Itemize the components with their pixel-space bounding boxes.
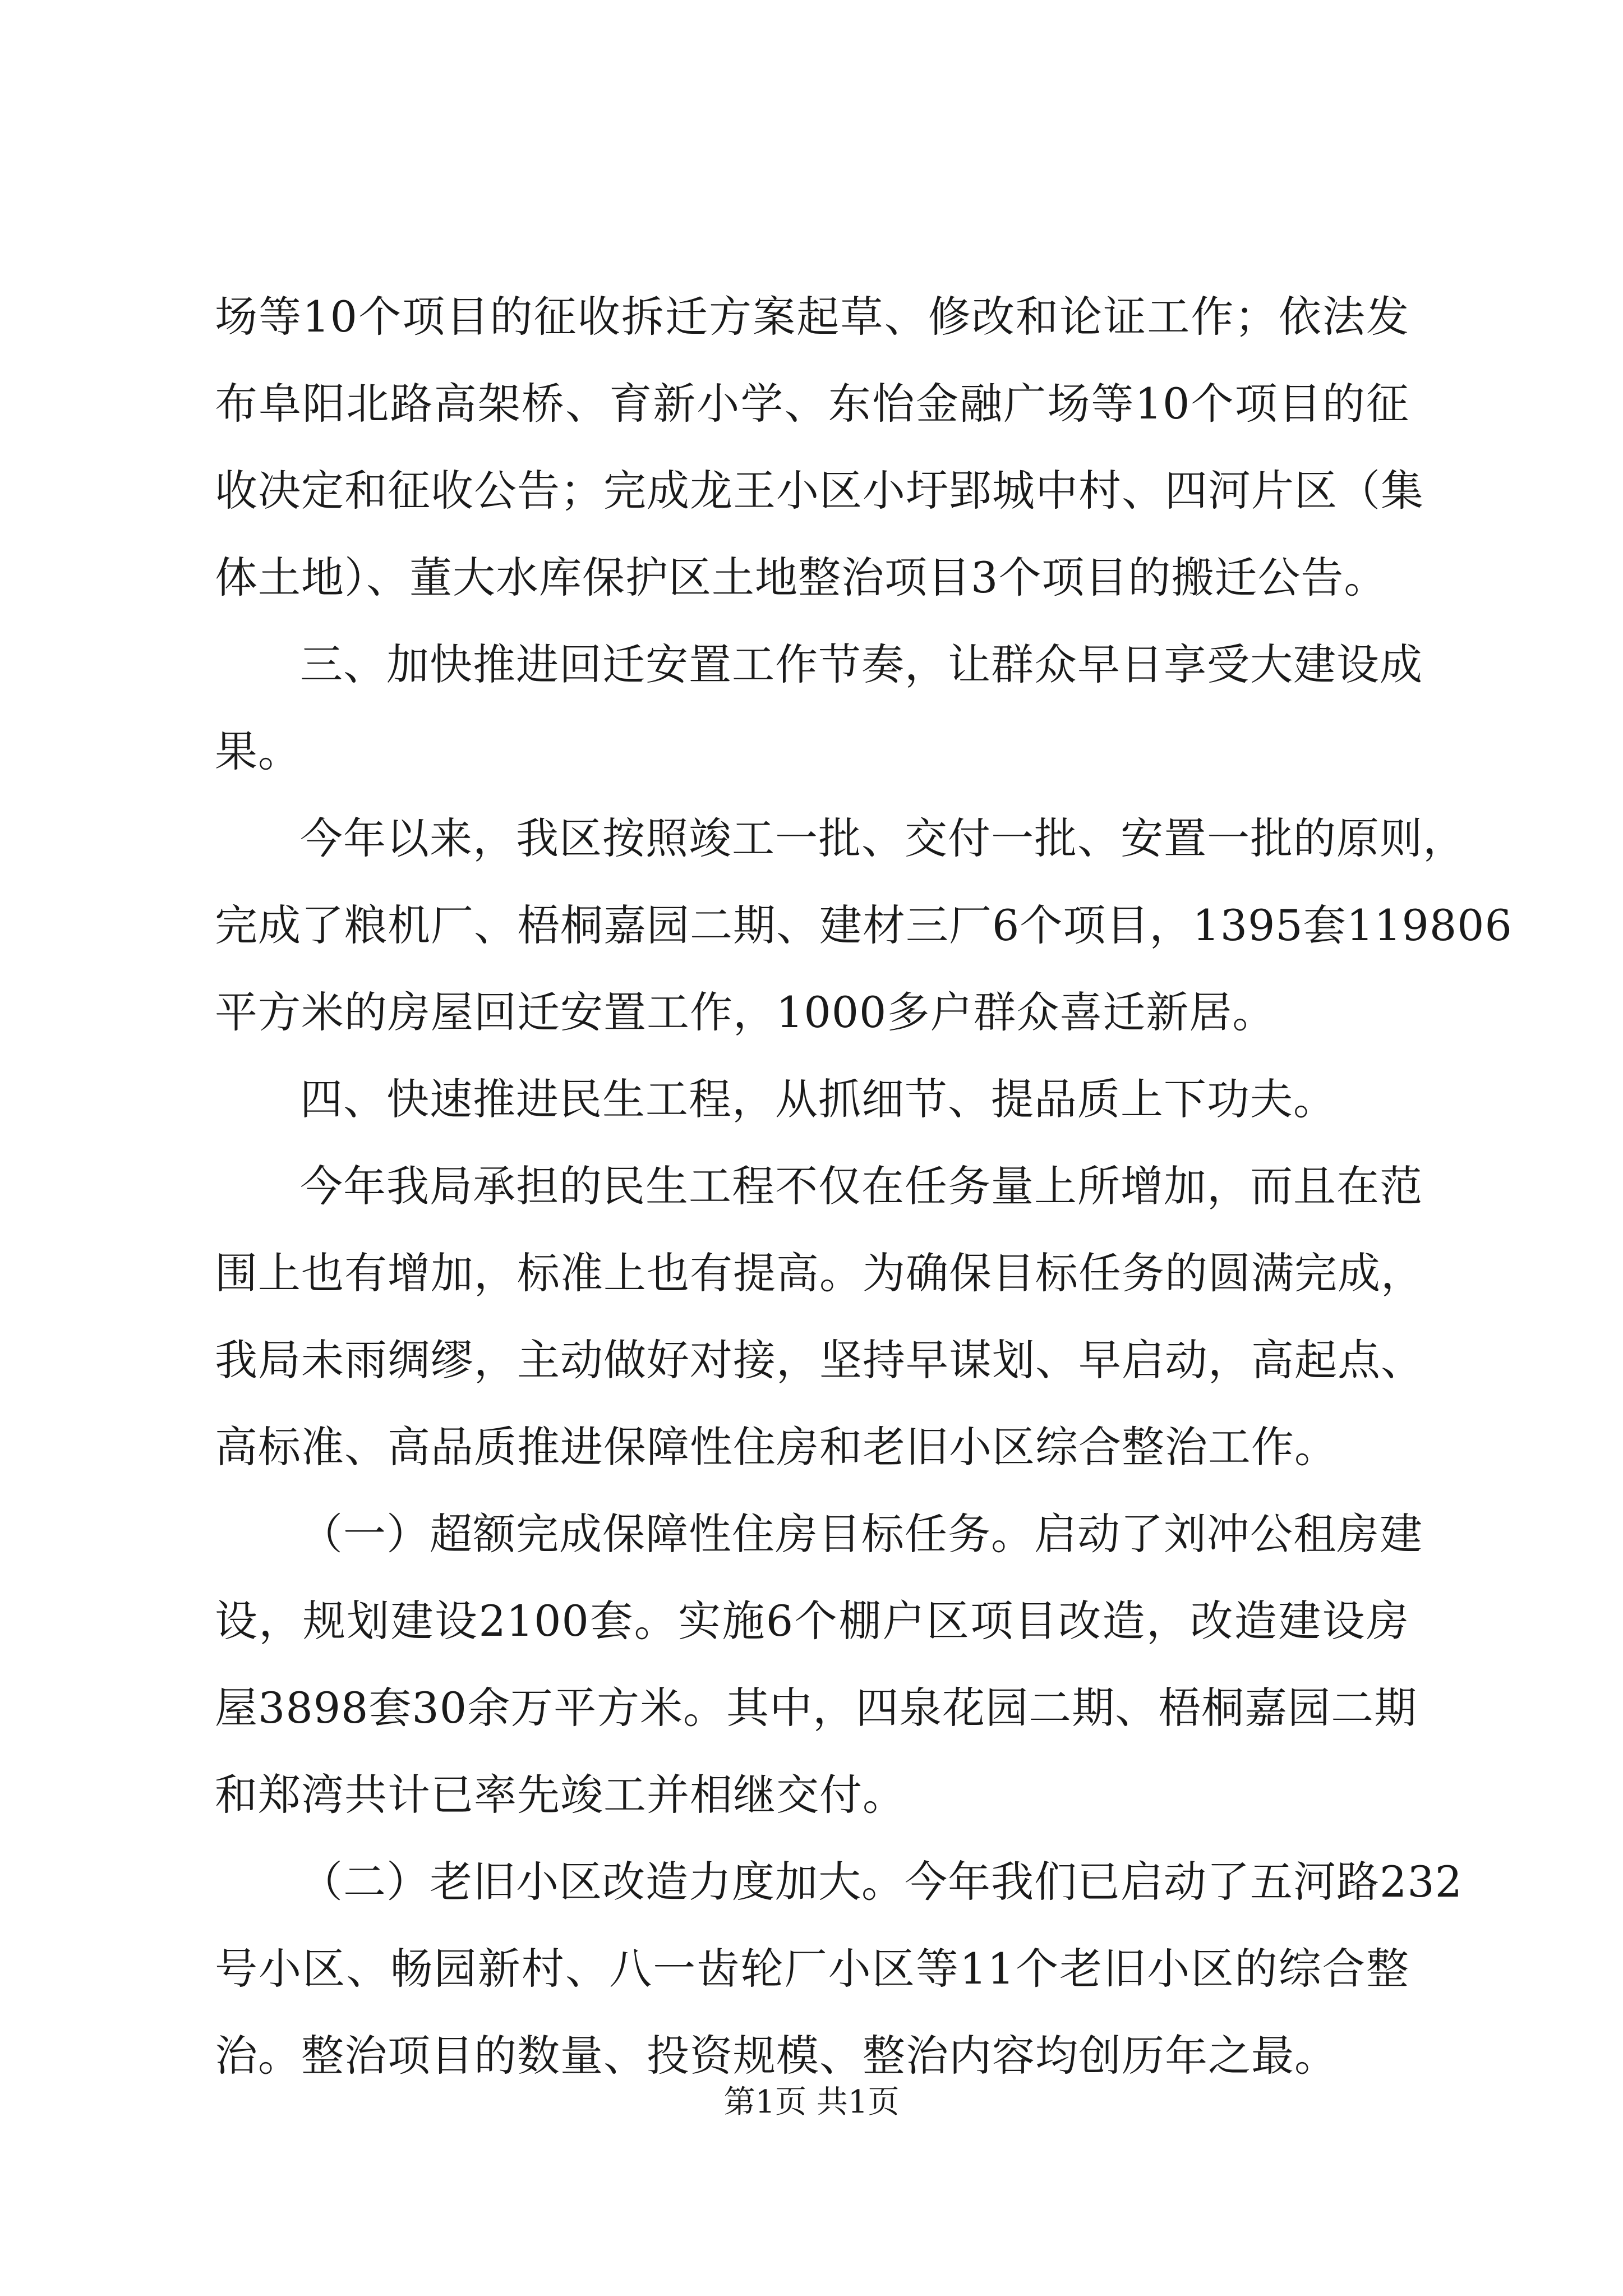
text-line: 我局未雨绸缪，主动做好对接，坚持早谋划、早启动，高起点、 [215, 1335, 1424, 1385]
section-heading-4: 四、快速推进民生工程，从抓细节、提品质上下功夫。 [300, 1074, 1336, 1124]
text-line: 收决定和征收公告；完成龙王小区小圩郢城中村、四河片区（集 [215, 466, 1424, 516]
text-line: 设，规划建设2100套。实施6个棚户区项目改造，改造建设房 [215, 1596, 1409, 1646]
text-line: 布阜阳北路高架桥、育新小学、东怡金融广场等10个项目的征 [215, 379, 1409, 429]
text-line: 平方米的房屋回迁安置工作，1000多户群众喜迁新居。 [215, 987, 1276, 1037]
text-line: 体土地）、董大水库保护区土地整治项目3个项目的搬迁公告。 [215, 553, 1387, 602]
section-heading-3: 三、加快推进回迁安置工作节奏，让群众早日享受大建设成 [300, 639, 1423, 689]
subsection-1: （一）超额完成保障性住房目标任务。启动了刘冲公租房建 [300, 1509, 1423, 1559]
text-line: 场等10个项目的征收拆迁方案起草、修改和论证工作；依法发 [215, 292, 1409, 342]
text-line: 果。 [215, 726, 301, 776]
text-line: 完成了粮机厂、梧桐嘉园二期、建材三厂6个项目，1395套119806 [215, 900, 1513, 950]
page-number-footer: 第1页 共1页 [723, 2084, 900, 2120]
text-line: 屋3898套30余万平方米。其中，四泉花园二期、梧桐嘉园二期 [215, 1683, 1418, 1733]
text-line: 高标准、高品质推进保障性住房和老旧小区综合整治工作。 [215, 1422, 1338, 1472]
text-line: 围上也有增加，标准上也有提高。为确保目标任务的圆满完成， [215, 1248, 1424, 1298]
text-line: 今年我局承担的民生工程不仅在任务量上所增加，而且在范 [300, 1161, 1423, 1211]
subsection-2: （二）老旧小区改造力度加大。今年我们已启动了五河路232 [300, 1857, 1463, 1907]
text-line: 号小区、畅园新村、八一齿轮厂小区等11个老旧小区的综合整 [215, 1944, 1409, 1994]
text-line: 治。整治项目的数量、投资规模、整治内容均创历年之最。 [215, 2031, 1338, 2081]
text-line: 和郑湾共计已率先竣工并相继交付。 [215, 1770, 906, 1820]
text-line: 今年以来，我区按照竣工一批、交付一批、安置一批的原则， [300, 813, 1466, 863]
